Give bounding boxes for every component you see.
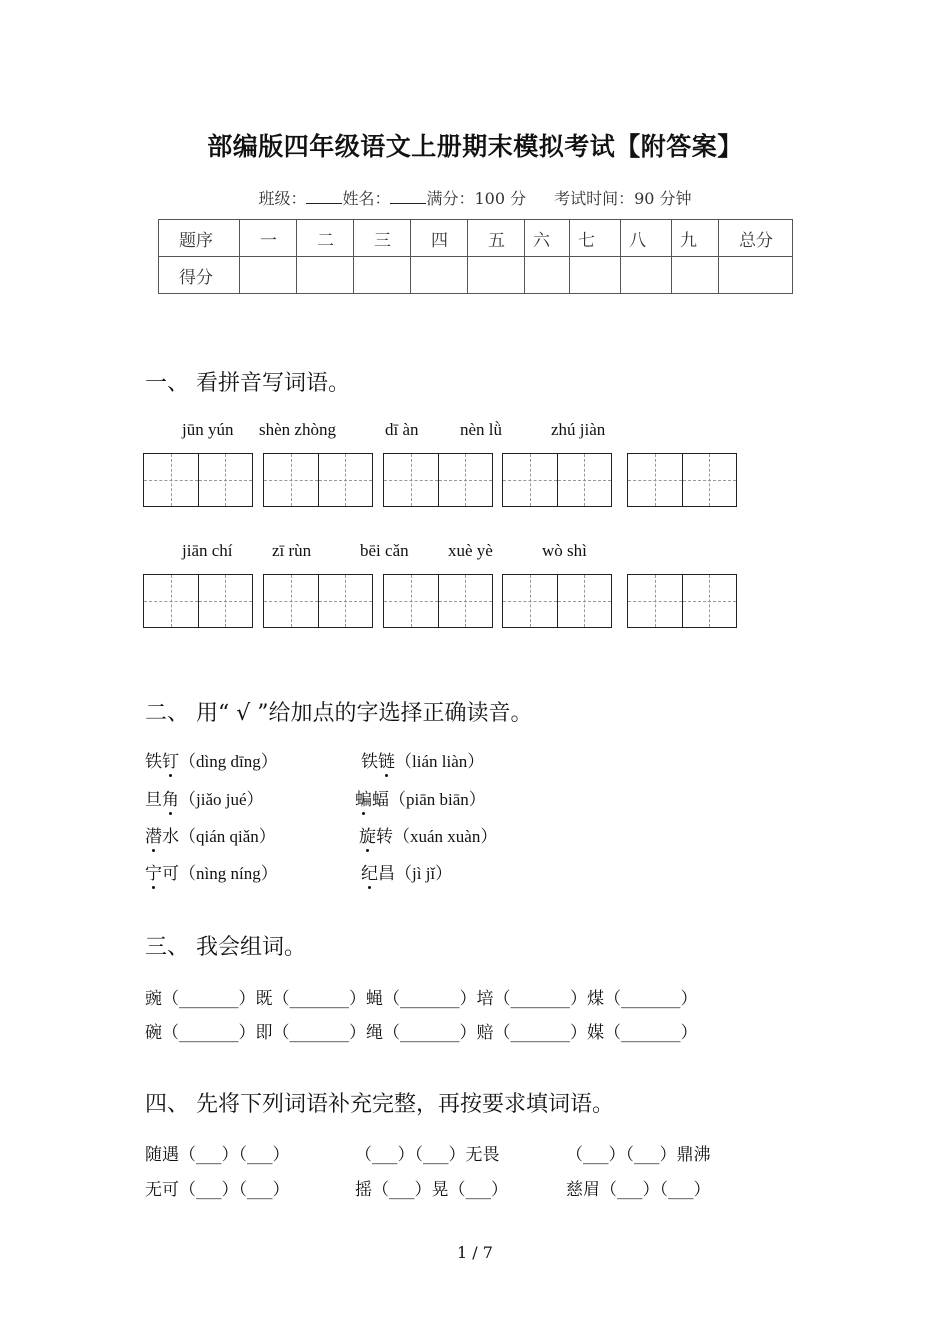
section-4-heading: 四、 先将下列词语补充完整，再按要求填词语。 — [145, 1092, 614, 1117]
score-value-row — [159, 257, 793, 294]
name-blank — [390, 189, 426, 204]
exam-time: 考试时间：90 分钟 — [554, 189, 692, 208]
class-blank — [306, 189, 342, 204]
writing-grid[interactable] — [383, 574, 493, 628]
score-cell: 四 — [411, 220, 468, 257]
reading-item[interactable]: 旋转（xuán xuàn） — [359, 822, 497, 847]
writing-grid[interactable] — [627, 574, 737, 628]
writing-grid[interactable] — [143, 453, 253, 507]
full-score: 满分：100 分 — [426, 189, 527, 208]
score-input[interactable] — [672, 257, 719, 294]
score-input[interactable] — [297, 257, 354, 294]
score-cell: 五 — [468, 220, 525, 257]
reading-item[interactable]: 铁钉（dìng dīng） — [145, 747, 278, 772]
reading-item[interactable]: 纪昌（jì jǐ） — [361, 859, 452, 884]
score-cell: 总分 — [719, 220, 793, 257]
pinyin-label: dī àn — [385, 420, 419, 439]
writing-grid[interactable] — [627, 453, 737, 507]
pinyin-label: nèn lǜ — [460, 420, 503, 439]
score-input[interactable] — [621, 257, 672, 294]
score-cell: 七 — [570, 220, 621, 257]
exam-info — [0, 186, 950, 209]
pinyin-label: zhú jiàn — [551, 420, 606, 439]
reading-item[interactable]: 宁可（nìng níng） — [145, 859, 278, 884]
score-input[interactable] — [240, 257, 297, 294]
score-input[interactable] — [525, 257, 570, 294]
idiom-fill[interactable]: 慈眉（___）（___） — [566, 1180, 711, 1200]
reading-item[interactable]: 蝙蝠（piān biān） — [355, 785, 486, 810]
score-cell: 得分 — [159, 257, 240, 294]
pinyin-label: shèn zhòng — [259, 420, 336, 439]
word-fill-line[interactable]: 豌（_______）既（_______）蝇（_______）培（_______）煤（_______） — [145, 989, 698, 1009]
idiom-fill[interactable]: （___）（___）鼎沸 — [566, 1145, 711, 1165]
score-cell: 六 — [525, 220, 570, 257]
pinyin-label: xuè yè — [448, 541, 493, 560]
score-input[interactable] — [411, 257, 468, 294]
score-cell: 题序 — [159, 220, 240, 257]
reading-item[interactable]: 铁链（lián liàn） — [361, 747, 484, 772]
score-input[interactable] — [354, 257, 411, 294]
writing-grid[interactable] — [502, 574, 612, 628]
score-input[interactable] — [719, 257, 793, 294]
pinyin-label: jūn yún — [182, 420, 234, 439]
score-input[interactable] — [570, 257, 621, 294]
idiom-fill[interactable]: 摇（___）晃（___） — [355, 1180, 508, 1200]
pinyin-label: wò shì — [542, 541, 587, 560]
reading-item[interactable]: 旦角（jiǎo jué） — [145, 785, 264, 810]
section-3-heading: 三、 我会组词。 — [145, 935, 306, 960]
pinyin-label: jiān chí — [182, 541, 233, 560]
writing-grid[interactable] — [143, 574, 253, 628]
word-fill-line[interactable]: 碗（_______）即（_______）绳（_______）赔（_______）媒（_______） — [145, 1023, 698, 1043]
name-label: 姓名： — [342, 189, 391, 208]
idiom-fill[interactable]: （___）（___）无畏 — [355, 1145, 500, 1165]
writing-grid[interactable] — [502, 453, 612, 507]
writing-grid[interactable] — [263, 574, 373, 628]
page-title: 部编版四年级语文上册期末模拟考试【附答案】 — [207, 132, 743, 161]
score-header-row — [159, 220, 793, 257]
section-2-heading: 二、 用“ √ ”给加点的字选择正确读音。 — [145, 701, 533, 726]
writing-grid[interactable] — [263, 453, 373, 507]
pinyin-label: bēi cǎn — [360, 541, 409, 560]
section-1-heading: 一、 看拼音写词语。 — [145, 371, 350, 396]
reading-item[interactable]: 潜水（qián qiǎn） — [145, 822, 276, 847]
score-cell: 三 — [354, 220, 411, 257]
writing-grid[interactable] — [383, 453, 493, 507]
score-cell: 八 — [621, 220, 672, 257]
score-table — [158, 219, 793, 294]
score-input[interactable] — [468, 257, 525, 294]
pinyin-label: zī rùn — [272, 541, 312, 560]
score-cell: 九 — [672, 220, 719, 257]
score-cell: 二 — [297, 220, 354, 257]
idiom-fill[interactable]: 无可（___）（___） — [145, 1180, 290, 1200]
page-number: 1 / 7 — [457, 1243, 493, 1262]
score-cell: 一 — [240, 220, 297, 257]
class-label: 班级： — [258, 189, 307, 208]
idiom-fill[interactable]: 随遇（___）（___） — [145, 1145, 290, 1165]
